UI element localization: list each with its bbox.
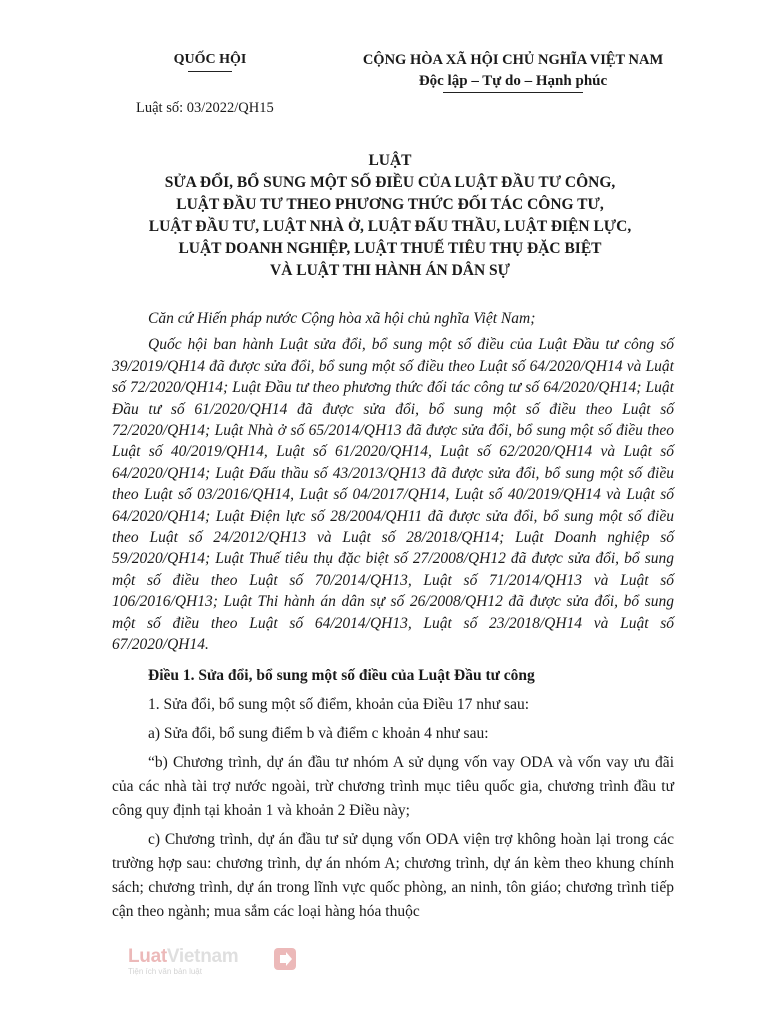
- issuing-agency: QUỐC HỘI: [173, 52, 247, 67]
- issuing-agency-block: [150, 52, 270, 72]
- national-motto: Độc lập – Tự do – Hạnh phúc: [418, 73, 608, 89]
- law-number: Luật số: 03/2022/QH15: [136, 100, 274, 116]
- title-line: LUẬT ĐẦU TƯ THEO PHƯƠNG THỨC ĐỐI TÁC CÔNG TƯ,: [176, 196, 604, 213]
- title-line: SỬA ĐỔI, BỔ SUNG MỘT SỐ ĐIỀU CỦA LUẬT ĐẦU TƯ CÔNG,: [164, 174, 616, 191]
- law-kind: LUẬT: [368, 152, 412, 169]
- motto-underline: [443, 92, 583, 93]
- arrow-icon: [274, 948, 296, 970]
- watermark-tagline: Tiện ích văn bản luật: [128, 967, 202, 976]
- preamble-constitution: Căn cứ Hiến pháp nước Cộng hòa xã hội chủ nghĩa Việt Nam;: [148, 310, 536, 327]
- agency-underline: [188, 71, 232, 72]
- amended-point-c: c) Chương trình, dự án đầu tư sử dụng vốn ODA viện trợ không hoàn lại trong các trường hợp sau: chương trình, dự án nhóm A; chương trình, dự án kèm theo khung chính sách; chương trình, dự án trong lĩnh vực quốc phòng, an ninh, tôn giáo; chương trình tiếp cận theo ngành; mua sắm các loại hàng hóa thuộc: [112, 830, 674, 920]
- point-a: a) Sửa đổi, bổ sung điểm b và điểm c khoản 4 như sau:: [148, 724, 489, 742]
- document-body: [112, 308, 674, 924]
- preamble-enactment: Quốc hội ban hành Luật sửa đổi, bổ sung một số điều của Luật Đầu tư công số 39/2019/QH14 đã được sửa đổi, bổ sung một số điều theo Luật số 64/2020/QH14 và Luật số 72/2020/QH14; Luật Đầu tư theo phương thức đối tác công tư số 64/2020/QH14; Luật Đầu tư số 61/2020/QH14 đã được sửa đổi, bổ sung một số điều theo Luật số 72/2020/QH14; Luật Nhà ở số 65/2014/QH13 đã được sửa đổi, bổ sung một số điều theo Luật số 40/2019/QH14, Luật số 61/2020/QH14, Luật số 62/2020/QH14 và Luật số 64/2020/QH14; Luật Đấu thầu số 43/2013/QH13 đã được sửa đổi, bổ sung một số điều theo Luật số 03/2016/QH14, Luật số 04/2017/QH14, Luật số 40/2019/QH14 và Luật số 64/2020/QH14; Luật Điện lực số 28/2004/QH11 đã được sửa đổi, bổ sung một số điều theo Luật số 24/2012/QH13 và Luật số 28/2018/QH14; Luật Doanh nghiệp số 59/2020/QH14; Luật Thuế tiêu thụ đặc biệt số 27/2008/QH12 đã được sửa đổi, bổ sung một số điều theo Luật số 70/2014/QH13, Luật số 71/2014/QH13 và Luật số 106/2016/QH13; Luật Thi hành án dân sự số 26/2008/QH12 đã được sửa đổi, bổ sung một số điều theo Luật số 64/2014/QH13, Luật số 23/2018/QH14 và Luật số 67/2020/QH14.: [112, 336, 674, 654]
- title-line: LUẬT DOANH NGHIỆP, LUẬT THUẾ TIÊU THỤ ĐẶC BIỆT: [178, 240, 602, 257]
- country-name: CỘNG HÒA XÃ HỘI CHỦ NGHĨA VIỆT NAM: [362, 52, 664, 68]
- article-heading: Điều 1. Sửa đổi, bổ sung một số điều của Luật Đầu tư công: [148, 666, 535, 684]
- watermark-logo-text: LuatVietnam: [128, 946, 239, 967]
- title-line: LUẬT ĐẦU TƯ, LUẬT NHÀ Ở, LUẬT ĐẤU THẦU, LUẬT ĐIỆN LỰC,: [148, 218, 632, 235]
- luatvietnam-watermark: [128, 946, 298, 990]
- article-1: [112, 664, 674, 924]
- clause-1: 1. Sửa đổi, bổ sung một số điểm, khoản của Điều 17 như sau:: [148, 695, 530, 713]
- preamble: [112, 308, 674, 656]
- law-title: [110, 150, 670, 282]
- amended-point-b: “b) Chương trình, dự án đầu tư nhóm A sử dụng vốn vay ODA và vốn vay ưu đãi của các nhà tài trợ nước ngoài, trừ chương trình mục tiêu quốc gia, chương trình đầu tư công quy định tại khoản 1 và khoản 2 Điều này;: [112, 753, 674, 819]
- title-line: VÀ LUẬT THI HÀNH ÁN DÂN SỰ: [270, 262, 510, 279]
- national-header-block: [350, 52, 676, 93]
